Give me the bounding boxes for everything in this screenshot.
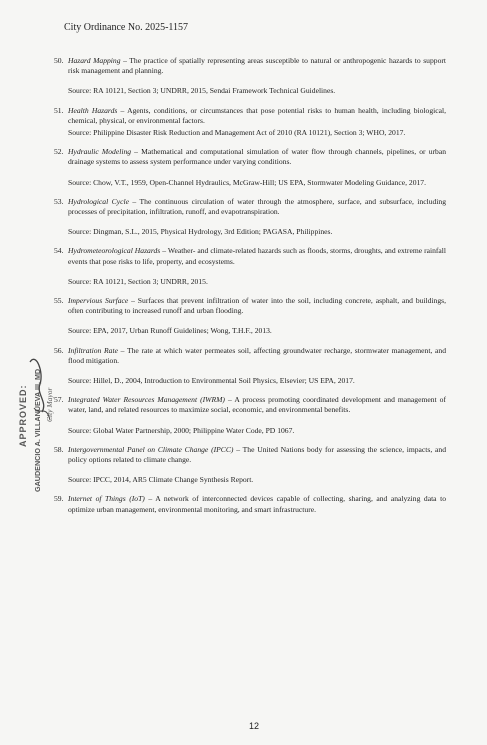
entry-source: Source: Hillel, D., 2004, Introduction to Environmental Soil Physics, Elsevier; US EPA, 2017. [68, 376, 355, 386]
definition-entry [54, 346, 446, 387]
entry-term: Hydrological Cycle [68, 196, 129, 206]
entry-source: Source: RA 10121, Section 3; UNDRR, 2015. [68, 276, 208, 286]
stamp-title: City Mayor [45, 387, 54, 422]
entry-number: 54. [54, 246, 64, 256]
definition-entry [54, 296, 446, 337]
entry-source: Source: IPCC, 2014, AR5 Climate Change Synthesis Report. [68, 475, 254, 485]
entry-term: Hydraulic Modeling [68, 147, 132, 157]
entry-definition: – The continuous circulation of water through the atmosphere, surface, and subsurface, including processes of precipitation, infiltration, runoff, and evapotranspiration. [68, 196, 446, 217]
entry-number: 56. [54, 345, 64, 355]
entry-definition: – The practice of spatially representing areas susceptible to natural or anthropogenic hazards to support risk management and planning. [68, 56, 446, 76]
entry-definition: – The rate at which water permeates soil, affecting groundwater recharge, stormwater management, and flood mitigation. [68, 345, 446, 365]
entry-body [68, 445, 446, 486]
definition-entry [54, 445, 446, 486]
entry-number: 52. [54, 147, 64, 157]
entry-body [68, 56, 446, 97]
entry-source: Source: Chow, V.T., 1959, Open-Channel Hydraulics, McGraw-Hill; US EPA, Stormwater Modeling Guidance, 2017. [68, 177, 426, 187]
entry-definition: – A network of interconnected devices capable of collecting, sharing, and analyzing data to optimize urban management, environmental monitoring, and smart infrastructure. [68, 494, 446, 514]
entry-definition: – The United Nations body for assessing the science, impacts, and policy options related to climate change. [68, 444, 446, 465]
entry-source: Source: Philippine Disaster Risk Reduction and Management Act of 2010 (RA 10121), Section 3; WHO, 2017. [68, 128, 406, 138]
entry-term: Infiltration Rate [68, 345, 118, 355]
entry-number: 59. [54, 494, 64, 504]
entry-source: Source: EPA, 2017, Urban Runoff Guidelines; Wong, T.H.F., 2013. [68, 326, 272, 336]
entry-number: 51. [54, 105, 64, 115]
definition-entry [54, 56, 446, 97]
entry-definition: – Agents, conditions, or circumstances that pose potential risks to human health, including biological, chemical, physical, or environmental factors. [68, 105, 446, 125]
entry-number: 50. [54, 56, 64, 65]
definition-entry [54, 246, 446, 287]
entry-body [68, 147, 446, 188]
entry-body [68, 395, 446, 436]
entry-body [68, 246, 446, 287]
ordinance-header: City Ordinance No. 2025-1157 [64, 22, 189, 33]
approval-stamp [18, 312, 62, 492]
entry-number: 57. [54, 395, 64, 405]
stamp-name: GAUDENCIO A. VILLANUEVA III, MD [33, 368, 42, 492]
entry-body [68, 296, 446, 337]
definitions-list [54, 56, 446, 524]
definition-entry [54, 395, 446, 436]
definition-entry [54, 197, 446, 238]
entry-term: Integrated Water Resources Management (IWRM) [68, 395, 225, 405]
page-number: 12 [249, 721, 260, 731]
entry-term: Health Hazards [68, 105, 118, 115]
entry-body [68, 106, 446, 139]
entry-number: 58. [54, 444, 64, 454]
entry-source: Source: Global Water Partnership, 2000; Philippine Water Code, PD 1067. [68, 425, 295, 435]
entry-term: Hazard Mapping [68, 56, 121, 65]
entry-source: Source: RA 10121, Section 3; UNDRR, 2015, Sendai Framework Technical Guidelines. [68, 86, 336, 96]
definition-entry [54, 106, 446, 139]
definition-entry [54, 147, 446, 188]
definition-entry [54, 494, 446, 514]
entry-term: Internet of Things (IoT) [68, 494, 145, 504]
entry-definition: – Surfaces that prevent infiltration of water into the soil, including concrete, asphalt, and buildings, often contributing to increased runoff and urban flooding. [68, 296, 446, 316]
entry-number: 55. [54, 296, 64, 306]
entry-body [68, 346, 446, 387]
entry-term: Hydrometeorological Hazards [68, 246, 161, 256]
entry-body [68, 494, 446, 514]
entry-term: Impervious Surface [68, 296, 129, 306]
entry-number: 53. [54, 196, 64, 206]
entry-definition: – Mathematical and computational simulation of water flow through channels, pipelines, or urban drainage systems to assess system performance under varying conditions. [68, 147, 446, 167]
entry-body [68, 197, 446, 238]
entry-source: Source: Dingman, S.L., 2015, Physical Hydrology, 3rd Edition; PAGASA, Philippines. [68, 227, 333, 237]
entry-definition: – A process promoting coordinated development and management of water, land, and related resources to maximize social, economic, and environmental benefits. [68, 395, 446, 415]
stamp-approved: APPROVED: [18, 384, 28, 447]
entry-definition: – Weather- and climate-related hazards such as floods, storms, droughts, and extreme rainfall events that pose risks to life, property, and ecosystems. [68, 246, 447, 266]
entry-term: Intergovernmental Panel on Climate Change (IPCC) [68, 444, 234, 454]
